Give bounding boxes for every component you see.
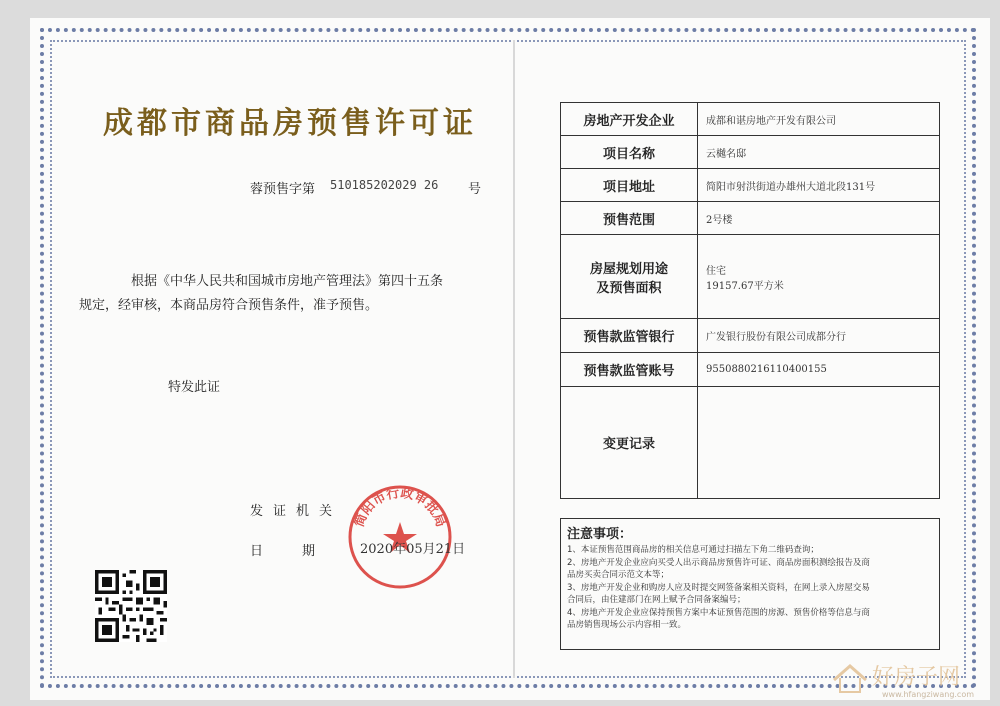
issuer-label: 发证机关 xyxy=(250,504,343,519)
table-value: 2号楼 xyxy=(698,202,940,235)
date-label: 日 期 xyxy=(250,544,316,559)
table-row xyxy=(561,202,940,235)
note-line: 3、房地产开发企业和购房人应及时提交网签备案相关资料，在网上录入房屋交易 xyxy=(567,582,870,593)
table-key: 预售款监管银行 xyxy=(561,319,698,353)
body-line-2: 规定，经审核，本商品房符合预售条件，准予预售。 xyxy=(79,298,379,313)
table-value: 9550880216110400155 xyxy=(698,353,940,387)
note-line: 4、房地产开发企业应保持预售方案中本证预售范围的房源、预售价格等信息与商 xyxy=(567,607,870,618)
notes-title: 注意事项： xyxy=(567,527,633,542)
seal-text: 简阳市行政审批局 xyxy=(351,485,449,530)
certificate-body xyxy=(79,270,485,318)
table-value xyxy=(698,235,940,319)
svg-text:简阳市行政审批局 xyxy=(351,485,448,529)
table-key: 变更记录 xyxy=(561,387,698,499)
table-row xyxy=(561,103,940,136)
permit-number: 510185202029 26 xyxy=(330,178,439,192)
qr-code-icon[interactable] xyxy=(95,570,167,642)
note-line: 品房销售现场公示内容相一致。 xyxy=(567,620,687,630)
table-value-line-1: 住宅 xyxy=(706,265,726,277)
table-key: 项目名称 xyxy=(561,136,698,169)
permit-suffix: 号 xyxy=(468,182,482,197)
table-value: 云樾名邸 xyxy=(698,136,940,169)
table-row xyxy=(561,169,940,202)
table-key: 预售范围 xyxy=(561,202,698,235)
table-value xyxy=(698,387,940,499)
table-value: 广发银行股份有限公司成都分行 xyxy=(698,319,940,353)
official-seal xyxy=(345,482,455,592)
table-row xyxy=(561,235,940,319)
watermark-url: www.hfangziwang.com xyxy=(882,690,975,699)
note-line: 品房买卖合同示范文本等； xyxy=(567,570,670,580)
center-fold xyxy=(513,40,515,678)
watermark-text: 好房子网 xyxy=(872,665,961,690)
note-line: 2、房地产开发企业应向买受人出示商品房预售许可证、商品房面积测绘报告及商 xyxy=(567,557,870,568)
table-row xyxy=(561,319,940,353)
table-key-line-2: 及预售面积 xyxy=(596,280,662,296)
table-key: 预售款监管账号 xyxy=(561,353,698,387)
house-logo-icon xyxy=(830,660,870,696)
watermark xyxy=(830,660,975,700)
table-value: 简阳市射洪街道办雄州大道北段131号 xyxy=(698,169,940,202)
table-key: 项目地址 xyxy=(561,169,698,202)
special-issue-text: 特发此证 xyxy=(168,380,221,395)
notes-box xyxy=(560,518,940,650)
table-row xyxy=(561,136,940,169)
table-key-line-1: 房屋规划用途 xyxy=(589,261,668,277)
table-value: 成都和谌房地产开发有限公司 xyxy=(698,103,940,136)
body-line-1: 根据《中华人民共和国城市房地产管理法》第四十五条 xyxy=(131,274,444,289)
issue-date: 2020年05月21日 xyxy=(360,542,466,557)
project-info-table xyxy=(560,102,940,499)
table-key xyxy=(561,235,698,319)
certificate-title: 成都市商品房预售许可证 xyxy=(103,106,477,141)
table-row xyxy=(561,387,940,499)
permit-label: 蓉预售字第 xyxy=(250,182,316,197)
note-line: 合同后，由住建部门在网上赋予合同备案编号； xyxy=(567,595,746,605)
note-line: 1、本证预售范围商品房的相关信息可通过扫描左下角二维码查询； xyxy=(567,545,819,555)
table-value-line-2: 19157.67平方米 xyxy=(706,280,784,292)
table-key: 房地产开发企业 xyxy=(561,103,698,136)
table-row xyxy=(561,353,940,387)
